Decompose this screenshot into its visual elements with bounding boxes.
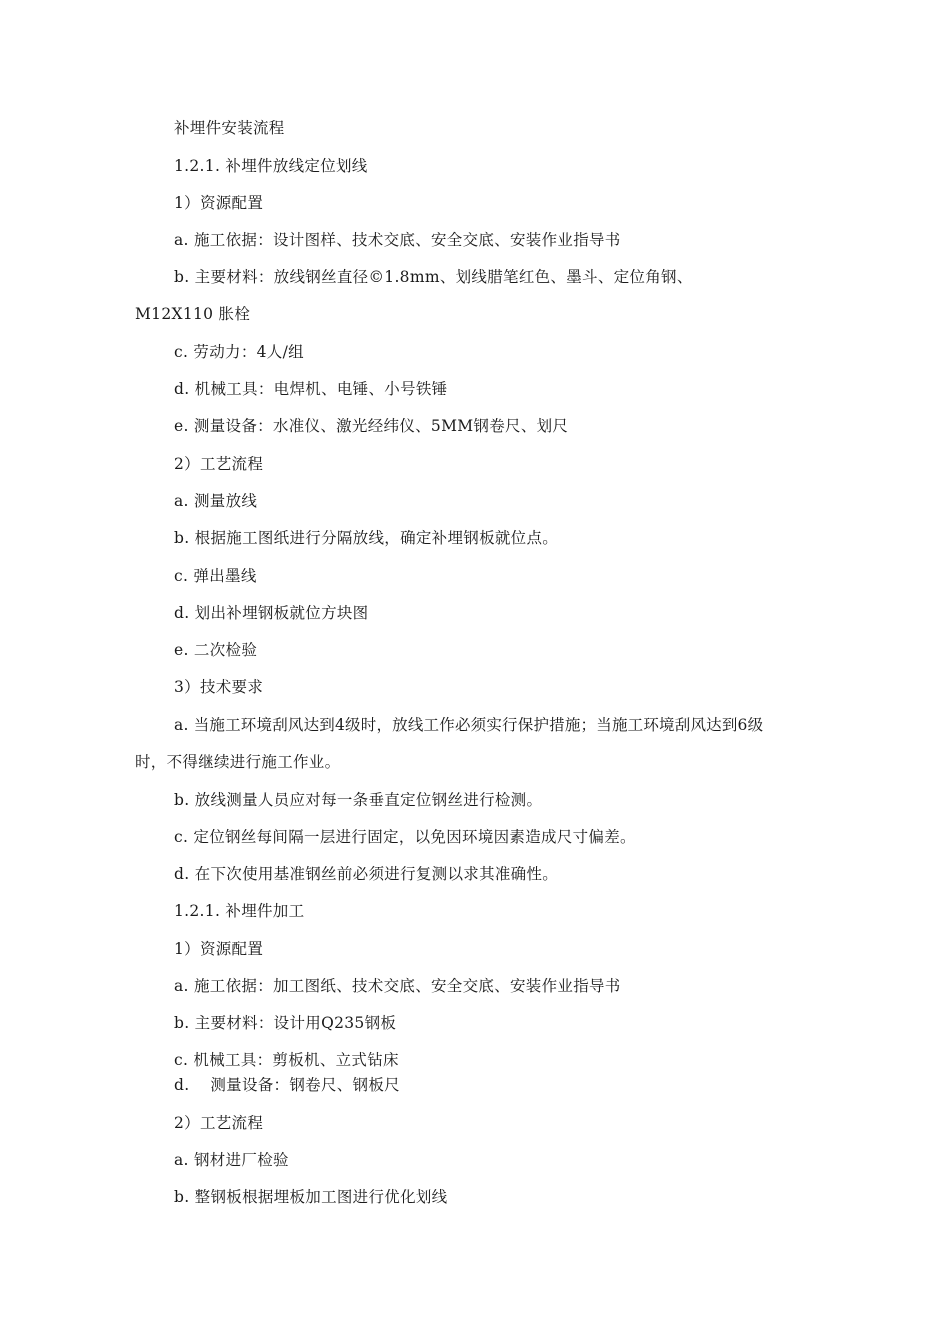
- list-item: b. 主要材料：设计用Q235钢板: [174, 1014, 397, 1032]
- subsection-heading: 1.2.1. 补埋件放线定位划线: [174, 157, 368, 175]
- subsection-heading: 1.2.1. 补埋件加工: [174, 902, 305, 920]
- list-item-continuation: 时，不得继续进行施工作业。: [135, 753, 341, 771]
- list-item: c. 定位钢丝每间隔一层进行固定，以免因环境因素造成尺寸偏差。: [174, 828, 636, 846]
- list-item: b. 放线测量人员应对每一条垂直定位钢丝进行检测。: [174, 791, 543, 809]
- list-heading: 2）工艺流程: [174, 455, 264, 473]
- list-item: e. 二次检验: [174, 641, 258, 659]
- list-item: b. 根据施工图纸进行分隔放线，确定补埋钢板就位点。: [174, 529, 559, 547]
- list-item: b. 主要材料：放线钢丝直径©1.8mm、划线腊笔红色、墨斗、定位角钢、: [174, 268, 693, 286]
- list-item-continuation: M12X110 胀栓: [135, 305, 251, 323]
- list-item: c. 机械工具：剪板机、立式钻床: [174, 1051, 399, 1069]
- list-item: c. 弹出墨线: [174, 567, 257, 585]
- list-item: e. 测量设备：水准仪、激光经纬仪、5MM钢卷尺、划尺: [174, 417, 569, 435]
- list-item: d. 划出补埋钢板就位方块图: [174, 604, 369, 622]
- list-item: a. 钢材进厂检验: [174, 1151, 289, 1169]
- list-item: b. 整钢板根据埋板加工图进行优化划线: [174, 1188, 448, 1206]
- list-item: c. 劳动力：4人/组: [174, 343, 304, 361]
- list-item: a. 测量放线: [174, 492, 258, 510]
- list-item: d. 测量设备：钢卷尺、钢板尺: [174, 1076, 400, 1094]
- list-heading: 1）资源配置: [174, 940, 264, 958]
- list-item: a. 当施工环境刮风达到4级时，放线工作必须实行保护措施；当施工环境刮风达到6级: [174, 716, 764, 734]
- list-heading: 1）资源配置: [174, 194, 264, 212]
- list-item: d. 在下次使用基准钢丝前必须进行复测以求其准确性。: [174, 865, 559, 883]
- section-title: 补埋件安装流程: [174, 119, 285, 137]
- list-item: a. 施工依据：加工图纸、技术交底、安全交底、安装作业指导书: [174, 977, 621, 995]
- list-heading: 3）技术要求: [174, 678, 264, 696]
- list-item: d. 机械工具：电焊机、电锤、小号铁锤: [174, 380, 448, 398]
- list-item: a. 施工依据：设计图样、技术交底、安全交底、安装作业指导书: [174, 231, 621, 249]
- list-heading: 2）工艺流程: [174, 1114, 264, 1132]
